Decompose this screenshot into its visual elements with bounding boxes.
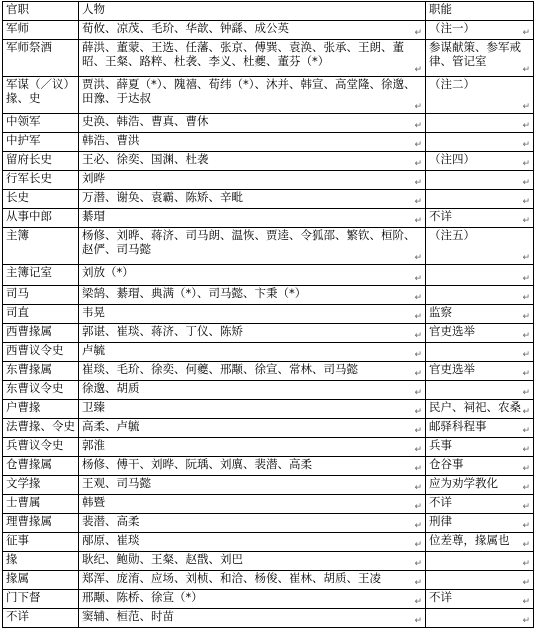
table-row — [3, 457, 534, 476]
cell-end-mark-icon: ↵ — [522, 559, 530, 569]
cell-end-mark-icon: ↵ — [414, 350, 422, 360]
cell-end-mark-icon: ↵ — [522, 65, 530, 75]
row-title-text: 留府长史 — [6, 152, 52, 166]
cell-end-mark-icon: ↵ — [522, 102, 530, 112]
cell-end-mark-icon: ↵ — [522, 274, 530, 284]
cell-end-mark-icon: ↵ — [414, 502, 422, 512]
row-title-cell — [3, 21, 79, 40]
row-function-cell — [426, 152, 534, 171]
row-title-cell — [3, 362, 79, 381]
cell-end-mark-icon: ↵ — [414, 578, 422, 588]
row-people-cell — [79, 457, 426, 476]
table-row — [3, 590, 534, 609]
row-people-cell — [79, 77, 426, 114]
row-people-cell — [79, 343, 426, 362]
row-title-cell — [3, 609, 79, 628]
cell-end-mark-icon: ↵ — [522, 426, 530, 436]
cell-end-mark-icon: ↵ — [522, 28, 530, 38]
table-row — [3, 305, 534, 324]
cell-end-mark-icon: ↵ — [522, 253, 530, 263]
row-people-text: 梁鹄、綦瑁、典满（*）、司马懿、卞秉（*） — [82, 286, 307, 300]
table-row — [3, 438, 534, 457]
row-title-text: 户曹掾 — [6, 400, 41, 414]
cell-end-mark-icon: ↵ — [414, 140, 422, 150]
cell-end-mark-icon: ↵ — [414, 426, 422, 436]
cell-end-mark-icon: ↵ — [522, 616, 530, 626]
row-people-text: 王必、徐奕、国渊、杜袭 — [82, 152, 209, 166]
cell-end-mark-icon: ↵ — [522, 483, 530, 493]
row-title-text: 文学掾 — [6, 476, 41, 490]
row-function-text: 不详 — [429, 495, 452, 509]
row-title-cell — [3, 133, 79, 152]
row-function-text: 仓谷事 — [429, 457, 464, 471]
table-row — [3, 476, 534, 495]
row-function-cell — [426, 552, 534, 571]
row-people-cell — [79, 265, 426, 286]
cell-end-mark-icon: ↵ — [414, 159, 422, 169]
table-row — [3, 21, 534, 40]
row-people-cell — [79, 571, 426, 590]
row-function-cell — [426, 171, 534, 190]
row-function-cell — [426, 457, 534, 476]
cell-end-mark-icon: ↵ — [414, 102, 422, 112]
row-title-cell — [3, 457, 79, 476]
row-title-cell — [3, 152, 79, 171]
row-function-cell — [426, 571, 534, 590]
cell-end-mark-icon: ↵ — [414, 274, 422, 284]
table-row — [3, 114, 534, 133]
row-function-text: 应为劝学教化 — [429, 476, 498, 490]
row-function-cell — [426, 190, 534, 209]
row-function-text: 不详 — [429, 590, 452, 604]
cell-end-mark-icon: ↵ — [414, 312, 422, 322]
row-people-text: 王观、司马懿 — [82, 476, 151, 490]
header-function: 职能 — [426, 2, 534, 21]
table-row — [3, 533, 534, 552]
cell-end-mark-icon: ↵ — [414, 28, 422, 38]
row-title-cell — [3, 400, 79, 419]
row-title-text: 仓曹掾属 — [6, 457, 52, 471]
row-title-text: 长史 — [6, 190, 29, 204]
row-people-cell — [79, 533, 426, 552]
row-people-cell — [79, 209, 426, 228]
header-people: 人物 — [79, 2, 426, 21]
row-people-cell — [79, 190, 426, 209]
row-title-text: 西曹掾属 — [6, 324, 52, 338]
cell-end-mark-icon: ↵ — [414, 197, 422, 207]
row-title-text: 门下督 — [6, 590, 41, 604]
cell-end-mark-icon: ↵ — [522, 407, 530, 417]
row-people-text: 窦辅、桓范、时苗 — [82, 609, 174, 623]
table-row — [3, 286, 534, 305]
row-people-cell — [79, 152, 426, 171]
row-people-cell — [79, 476, 426, 495]
row-function-cell — [426, 77, 534, 114]
row-people-text: 刘晔 — [82, 171, 105, 185]
row-title-text: 掾属 — [6, 571, 29, 585]
row-title-text: 军谋（／议）掾、史 — [6, 77, 75, 105]
row-function-cell — [426, 40, 534, 77]
table-row — [3, 609, 534, 628]
row-title-cell — [3, 190, 79, 209]
table-row — [3, 40, 534, 77]
row-people-text: 荀攸、凉茂、毛玠、华歆、钟繇、成公英 — [82, 21, 289, 35]
row-function-cell — [426, 590, 534, 609]
row-title-cell — [3, 552, 79, 571]
cell-end-mark-icon: ↵ — [522, 388, 530, 398]
row-people-cell — [79, 228, 426, 265]
cell-end-mark-icon: ↵ — [522, 331, 530, 341]
cell-end-mark-icon: ↵ — [522, 350, 530, 360]
cell-end-mark-icon: ↵ — [414, 388, 422, 398]
row-title-cell — [3, 381, 79, 400]
row-people-cell — [79, 590, 426, 609]
row-title-text: 士曹属 — [6, 495, 41, 509]
row-people-cell — [79, 171, 426, 190]
row-title-cell — [3, 419, 79, 438]
row-people-text: 郑浑、庞淯、应场、刘桢、和洽、杨俊、崔林、胡质、王凌 — [82, 571, 381, 585]
row-title-cell — [3, 590, 79, 609]
row-people-text: 杨修、傅干、刘晔、阮瑀、刘廙、裴潜、高柔 — [82, 457, 312, 471]
row-people-cell — [79, 552, 426, 571]
row-function-text: 民户、祠祀、农桑 — [429, 400, 521, 414]
row-people-text: 史涣、韩浩、曹真、曹休 — [82, 114, 209, 128]
row-people-text: 徐邈、胡质 — [82, 381, 140, 395]
row-people-text: 卫臻 — [82, 400, 105, 414]
row-people-cell — [79, 133, 426, 152]
cell-end-mark-icon: ↵ — [522, 293, 530, 303]
cell-end-mark-icon: ↵ — [522, 121, 530, 131]
row-people-text: 邴原、崔琰 — [82, 533, 140, 547]
table-row — [3, 324, 534, 343]
row-people-text: 耿纪、鲍勋、王粲、赵戬、刘巴 — [82, 552, 243, 566]
row-title-text: 征事 — [6, 533, 29, 547]
cell-end-mark-icon: ↵ — [522, 578, 530, 588]
row-function-cell — [426, 381, 534, 400]
cell-end-mark-icon: ↵ — [414, 616, 422, 626]
cell-end-mark-icon: ↵ — [414, 331, 422, 341]
row-title-text: 主簿记室 — [6, 265, 52, 279]
table-row — [3, 419, 534, 438]
cell-end-mark-icon: ↵ — [414, 293, 422, 303]
header-row — [3, 2, 534, 21]
table-row — [3, 190, 534, 209]
table-row — [3, 400, 534, 419]
row-people-text: 郭淮 — [82, 438, 105, 452]
cell-end-mark-icon: ↵ — [522, 464, 530, 474]
cell-end-mark-icon: ↵ — [522, 178, 530, 188]
row-title-text: 掾 — [6, 552, 18, 566]
row-function-cell — [426, 400, 534, 419]
row-function-text: 官吏选举 — [429, 324, 475, 338]
row-people-cell — [79, 114, 426, 133]
officials-table — [2, 1, 534, 628]
row-function-cell — [426, 133, 534, 152]
table-row — [3, 152, 534, 171]
row-title-cell — [3, 571, 79, 590]
table-row — [3, 381, 534, 400]
row-title-text: 司马 — [6, 286, 29, 300]
row-title-cell — [3, 265, 79, 286]
row-people-text: 刘放（*） — [82, 265, 134, 279]
row-function-text: （注二） — [429, 77, 475, 91]
table-row — [3, 343, 534, 362]
row-people-cell — [79, 40, 426, 77]
row-title-cell — [3, 495, 79, 514]
table-row — [3, 209, 534, 228]
row-function-cell — [426, 209, 534, 228]
row-title-text: 司直 — [6, 305, 29, 319]
cell-end-mark-icon: ↵ — [522, 159, 530, 169]
row-title-text: 主簿 — [6, 228, 29, 242]
row-function-cell — [426, 286, 534, 305]
row-title-cell — [3, 77, 79, 114]
cell-end-mark-icon: ↵ — [522, 140, 530, 150]
cell-end-mark-icon: ↵ — [414, 178, 422, 188]
row-title-text: 行军长史 — [6, 171, 52, 185]
cell-end-mark-icon: ↵ — [522, 369, 530, 379]
cell-end-mark-icon: ↵ — [522, 312, 530, 322]
row-function-text: 不详 — [429, 209, 452, 223]
row-function-cell — [426, 228, 534, 265]
row-people-cell — [79, 21, 426, 40]
row-title-text: 不详 — [6, 609, 29, 623]
cell-end-mark-icon: ↵ — [522, 445, 530, 455]
row-function-cell — [426, 514, 534, 533]
row-function-cell — [426, 265, 534, 286]
cell-end-mark-icon: ↵ — [522, 502, 530, 512]
cell-end-mark-icon: ↵ — [414, 559, 422, 569]
table-row — [3, 77, 534, 114]
row-people-text: 韩浩、曹洪 — [82, 133, 140, 147]
row-title-text: 从事中郎 — [6, 209, 52, 223]
row-title-text: 军师 — [6, 21, 29, 35]
cell-end-mark-icon: ↵ — [522, 540, 530, 550]
row-title-text: 东曹掾属 — [6, 362, 52, 376]
row-title-cell — [3, 438, 79, 457]
row-function-cell — [426, 362, 534, 381]
row-function-text: 参谋献策、参军戒律、管记室 — [429, 40, 521, 68]
row-people-cell — [79, 381, 426, 400]
table-row — [3, 265, 534, 286]
cell-end-mark-icon: ↵ — [414, 597, 422, 607]
row-function-cell — [426, 114, 534, 133]
row-title-text: 中护军 — [6, 133, 41, 147]
table-row — [3, 228, 534, 265]
row-title-cell — [3, 476, 79, 495]
row-function-cell — [426, 476, 534, 495]
row-title-cell — [3, 228, 79, 265]
cell-end-mark-icon: ↵ — [414, 483, 422, 493]
table-row — [3, 514, 534, 533]
row-people-cell — [79, 362, 426, 381]
row-function-cell — [426, 438, 534, 457]
row-people-cell — [79, 286, 426, 305]
row-function-text: （注一） — [429, 21, 475, 35]
row-title-cell — [3, 343, 79, 362]
row-title-cell — [3, 305, 79, 324]
row-people-cell — [79, 609, 426, 628]
cell-end-mark-icon: ↵ — [414, 540, 422, 550]
row-title-cell — [3, 209, 79, 228]
cell-end-mark-icon: ↵ — [522, 197, 530, 207]
table-row — [3, 552, 534, 571]
row-title-text: 西曹议令史 — [6, 343, 64, 357]
row-function-text: 监察 — [429, 305, 452, 319]
row-title-cell — [3, 533, 79, 552]
row-people-text: 韩暨 — [82, 495, 105, 509]
cell-end-mark-icon: ↵ — [414, 216, 422, 226]
row-title-text: 东曹议令史 — [6, 381, 64, 395]
row-function-cell — [426, 21, 534, 40]
row-people-text: 邢颙、陈桥、徐宣（*） — [82, 590, 203, 604]
table-row — [3, 133, 534, 152]
cell-end-mark-icon: ↵ — [522, 216, 530, 226]
row-people-cell — [79, 514, 426, 533]
cell-end-mark-icon: ↵ — [414, 369, 422, 379]
cell-end-mark-icon: ↵ — [414, 121, 422, 131]
row-function-cell — [426, 419, 534, 438]
row-people-text: 高柔、卢毓 — [82, 419, 140, 433]
row-people-text: 郭谌、崔琰、蒋济、丁仪、陈矫 — [82, 324, 243, 338]
row-title-text: 理曹掾属 — [6, 514, 52, 528]
row-people-text: 韦晃 — [82, 305, 105, 319]
row-function-cell — [426, 533, 534, 552]
row-people-text: 贾洪、薛夏（*）、隗禧、荀纬（*）、沐并、韩宣、高堂隆、徐邈、田豫、于达叔 — [82, 77, 416, 105]
row-title-text: 军师祭酒 — [6, 40, 52, 54]
row-function-cell — [426, 305, 534, 324]
row-function-cell — [426, 495, 534, 514]
row-title-cell — [3, 114, 79, 133]
row-people-cell — [79, 495, 426, 514]
row-people-cell — [79, 305, 426, 324]
row-people-cell — [79, 400, 426, 419]
cell-end-mark-icon: ↵ — [522, 597, 530, 607]
row-title-cell — [3, 514, 79, 533]
cell-end-mark-icon: ↵ — [522, 521, 530, 531]
row-people-text: 杨修、刘晔、蒋济、司马朗、温恢、贾逵、令狐邵、繁钦、桓阶、赵俨、司马懿 — [82, 228, 416, 256]
row-function-text: 官吏选举 — [429, 362, 475, 376]
cell-end-mark-icon: ↵ — [414, 253, 422, 263]
table-row — [3, 571, 534, 590]
row-function-cell — [426, 343, 534, 362]
cell-end-mark-icon: ↵ — [414, 464, 422, 474]
cell-end-mark-icon: ↵ — [414, 407, 422, 417]
row-people-text: 薛洪、董蒙、王选、任藩、张京、傅巽、袁涣、张承、王朗、董昭、王粲、路粹、杜袭、李义、杜夔、董芬（*） — [82, 40, 404, 68]
row-title-cell — [3, 40, 79, 77]
row-title-cell — [3, 171, 79, 190]
row-title-text: 中领军 — [6, 114, 41, 128]
row-title-text: 法曹掾、令史 — [6, 419, 75, 433]
table-row — [3, 171, 534, 190]
row-people-cell — [79, 324, 426, 343]
row-function-text: （注五） — [429, 228, 475, 242]
row-title-cell — [3, 324, 79, 343]
row-function-cell — [426, 609, 534, 628]
table-row — [3, 495, 534, 514]
row-function-cell — [426, 324, 534, 343]
row-people-text: 万潜、谢奂、袁霸、陈矫、辛毗 — [82, 190, 243, 204]
row-people-text: 裴潜、高柔 — [82, 514, 140, 528]
row-people-text: 崔琰、毛玠、徐奕、何夔、邢颙、徐宣、常林、司马懿 — [82, 362, 358, 376]
table-row — [3, 362, 534, 381]
row-function-text: 刑律 — [429, 514, 452, 528]
row-people-text: 卢毓 — [82, 343, 105, 357]
header-title: 官职 — [3, 2, 79, 21]
cell-end-mark-icon: ↵ — [414, 521, 422, 531]
row-function-text: 位差尊，掾属也 — [429, 533, 510, 547]
row-function-text: 邮驿科程事 — [429, 419, 487, 433]
row-title-text: 兵曹议令史 — [6, 438, 64, 452]
cell-end-mark-icon: ↵ — [414, 65, 422, 75]
cell-end-mark-icon: ↵ — [414, 445, 422, 455]
row-function-text: （注四） — [429, 152, 475, 166]
row-people-cell — [79, 438, 426, 457]
row-people-cell — [79, 419, 426, 438]
row-people-text: 綦瑁 — [82, 209, 105, 223]
row-function-text: 兵事 — [429, 438, 452, 452]
row-title-cell — [3, 286, 79, 305]
